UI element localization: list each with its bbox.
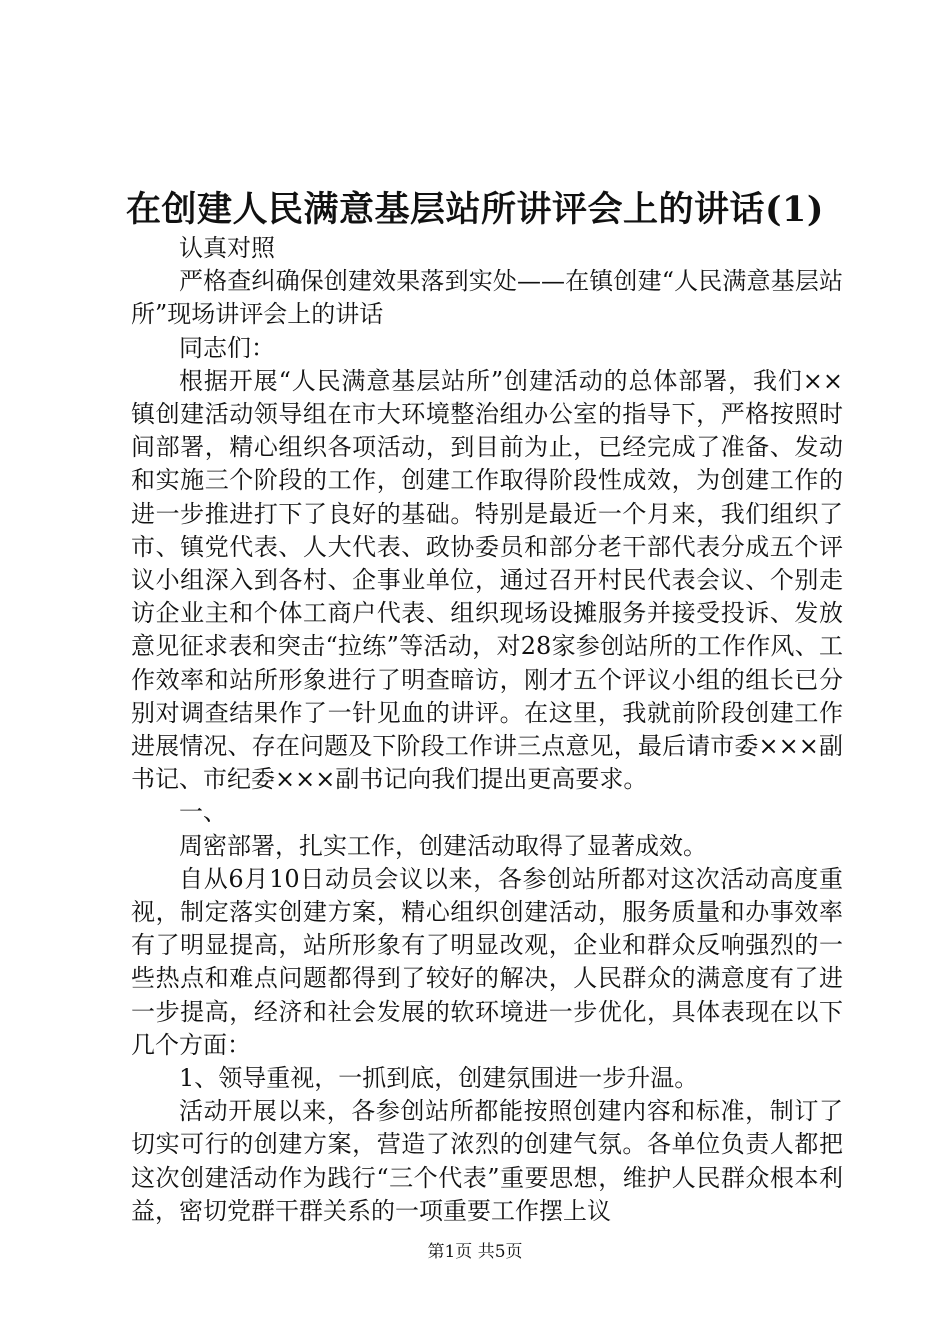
section-number: 一、 xyxy=(179,798,227,827)
document-body xyxy=(131,232,843,1228)
paragraph-body: 根据开展“人民满意基层站所”创建活动的总体部署，我们××镇创建活动领导组在市大环境整治组办公室的指导下，严格按照时间部署，精心组织各项活动，到目前为止，已经完成了准备、发动和实施三个阶段的工作，创建工作取得阶段性成效，为创建工作的进一步推进打下了良好的基础。特别是最近一个月来，我们组织了市、镇党代表、人大代表、政协委员和部分老干部代表分成五个评议小组深入到各村、企事业单位，通过召开村民代表会议、个别走访企业主和个体工商户代表、组织现场设摊服务并接受投诉、发放意见征求表和突击“拉练”等活动，对28家参创站所的工作作风、工作效率和站所形象进行了明查暗访，刚才五个评议小组的组长已分别对调查结果作了一针见血的讲评。在这里，我就前阶段创建工作进展情况、存在问题及下阶段工作讲三点意见，最后请市委×××副书记、市纪委×××副书记向我们提出更高要求。 xyxy=(131,366,843,794)
page-number-footer: 第1页 共5页 xyxy=(427,1242,523,1262)
section-heading: 周密部署，扎实工作，创建活动取得了显著成效。 xyxy=(179,831,707,860)
document-title: 在创建人民满意基层站所讲评会上的讲话(1) xyxy=(126,189,824,230)
paragraph-heading-intro: 认真对照 xyxy=(179,234,275,262)
subsection-heading: 1、领导重视，一抓到底，创建氛围进一步升温。 xyxy=(179,1064,699,1093)
paragraph-body: 自从6月10日动员会议以来，各参创站所都对这次活动高度重视，制定落实创建方案，精心组织创建活动，服务质量和办事效率有了明显提高，站所形象有了明显改观，企业和群众反响强烈的一些热点和难点问题都得到了较好的解决，人民群众的满意度有了进一步提高，经济和社会发展的软环境进一步优化，具体表现在以下几个方面： xyxy=(131,864,843,1059)
paragraph-subtitle: 严格查纠确保创建效果落到实处——在镇创建“人民满意基层站所”现场讲评会上的讲话 xyxy=(131,267,843,329)
paragraph-body: 活动开展以来，各参创站所都能按照创建内容和标准，制订了切实可行的创建方案，营造了浓烈的创建气氛。各单位负责人都把这次创建活动作为践行“三个代表”重要思想，维护人民群众根本利益，密切党群干群关系的一项重要工作摆上议 xyxy=(131,1097,843,1225)
paragraph-salutation: 同志们： xyxy=(179,333,275,362)
